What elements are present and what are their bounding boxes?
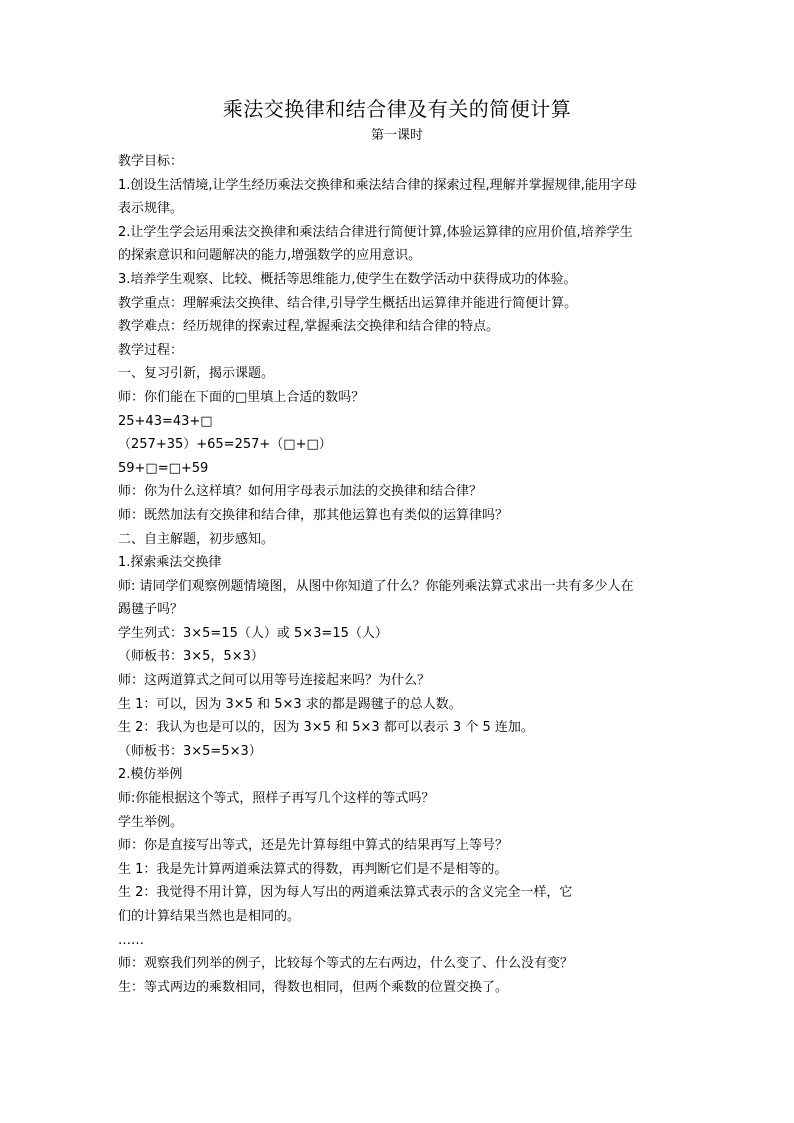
text-line: 59+□=□+59 bbox=[118, 460, 209, 476]
text-line: 师：你是直接写出等式，还是先计算每组中算式的结果再写上等号？ bbox=[118, 838, 509, 854]
text-line: 一、复习引新，揭示课题。 bbox=[118, 366, 275, 382]
text-line: 2.让学生学会运用乘法交换律和乘法结合律进行简便计算,体验运算律的应用价值,培养学生 bbox=[118, 224, 633, 240]
text-line: 二、自主解题，初步感知。 bbox=[118, 531, 275, 547]
text-line: 教学过程： bbox=[118, 342, 184, 358]
text-line: 学生举例。 bbox=[118, 814, 184, 830]
text-line: 师：观察我们列举的例子，比较每个等式的左右两边，什么变了、什么没有变？ bbox=[118, 956, 574, 972]
text-line: 生 1：可以，因为 3×5 和 5×3 求的都是踢毽子的总人数。 bbox=[118, 696, 462, 712]
text-line: 1.探索乘法交换律 bbox=[118, 555, 222, 571]
text-line: （师板书：3×5，5×3） bbox=[118, 649, 264, 665]
document-title: 乘法交换律和结合律及有关的简便计算 bbox=[222, 97, 572, 121]
text-line: 教学重点：理解乘法交换律、结合律,引导学生概括出运算律并能进行简便计算。 bbox=[118, 295, 578, 311]
text-line: 25+43=43+□ bbox=[118, 413, 213, 429]
text-line: （257+35）+65=257+（□+□） bbox=[118, 437, 332, 453]
text-line: 师：你们能在下面的□里填上合适的数吗？ bbox=[118, 389, 365, 405]
text-line: 踢毽子吗？ bbox=[118, 602, 184, 618]
text-line: 生：等式两边的乘数相同，得数也相同，但两个乘数的位置交换了。 bbox=[118, 979, 509, 995]
text-line: 师: 请同学们观察例题情境图，从图中你知道了什么？你能列乘法算式求出一共有多少人在 bbox=[118, 578, 634, 594]
text-line: 生 2：我认为也是可以的，因为 3×5 和 5×3 都可以表示 3 个 5 连加。 bbox=[118, 720, 534, 736]
text-line: 师:你能根据这个等式，照样子再写几个这样的等式吗？ bbox=[118, 791, 435, 807]
text-line: （师板书：3×5=5×3） bbox=[118, 743, 262, 759]
text-line: 表示规律。 bbox=[118, 201, 184, 217]
text-line: 教学难点：经历规律的探索过程,掌握乘法交换律和结合律的特点。 bbox=[118, 319, 500, 335]
text-line: 师：你为什么这样填？如何用字母表示加法的交换律和结合律？ bbox=[118, 484, 483, 500]
text-line: 生 1：我是先计算两道乘法算式的得数，再判断它们是不是相等的。 bbox=[118, 861, 508, 877]
text-line: 3.培养学生观察、比较、概括等思维能力,使学生在数学活动中获得成功的体验。 bbox=[118, 271, 577, 287]
text-line: 生 2：我觉得不用计算，因为每人写出的两道乘法算式表示的含义完全一样，它 bbox=[118, 885, 573, 901]
document-body bbox=[118, 150, 678, 999]
text-line: 1.创设生活情境,让学生经历乘法交换律和乘法结合律的探索过程,理解并掌握规律,能用字母 bbox=[118, 177, 637, 193]
text-line: 学生列式：3×5=15（人）或 5×3=15（人） bbox=[118, 625, 388, 641]
text-line: 师：这两道算式之间可以用等号连接起来吗？为什么？ bbox=[118, 673, 431, 689]
text-line: 的探索意识和问题解决的能力,增强数学的应用意识。 bbox=[118, 248, 422, 264]
text-line: 师：既然加法有交换律和结合律，那其他运算也有类似的运算律吗？ bbox=[118, 507, 509, 523]
text-line: 教学目标： bbox=[118, 154, 184, 169]
document-subtitle: 第一课时 bbox=[370, 128, 423, 143]
text-line: …… bbox=[118, 932, 144, 948]
text-line: 们的计算结果当然也是相同的。 bbox=[118, 909, 301, 924]
text-line: 2.模仿举例 bbox=[118, 767, 183, 783]
